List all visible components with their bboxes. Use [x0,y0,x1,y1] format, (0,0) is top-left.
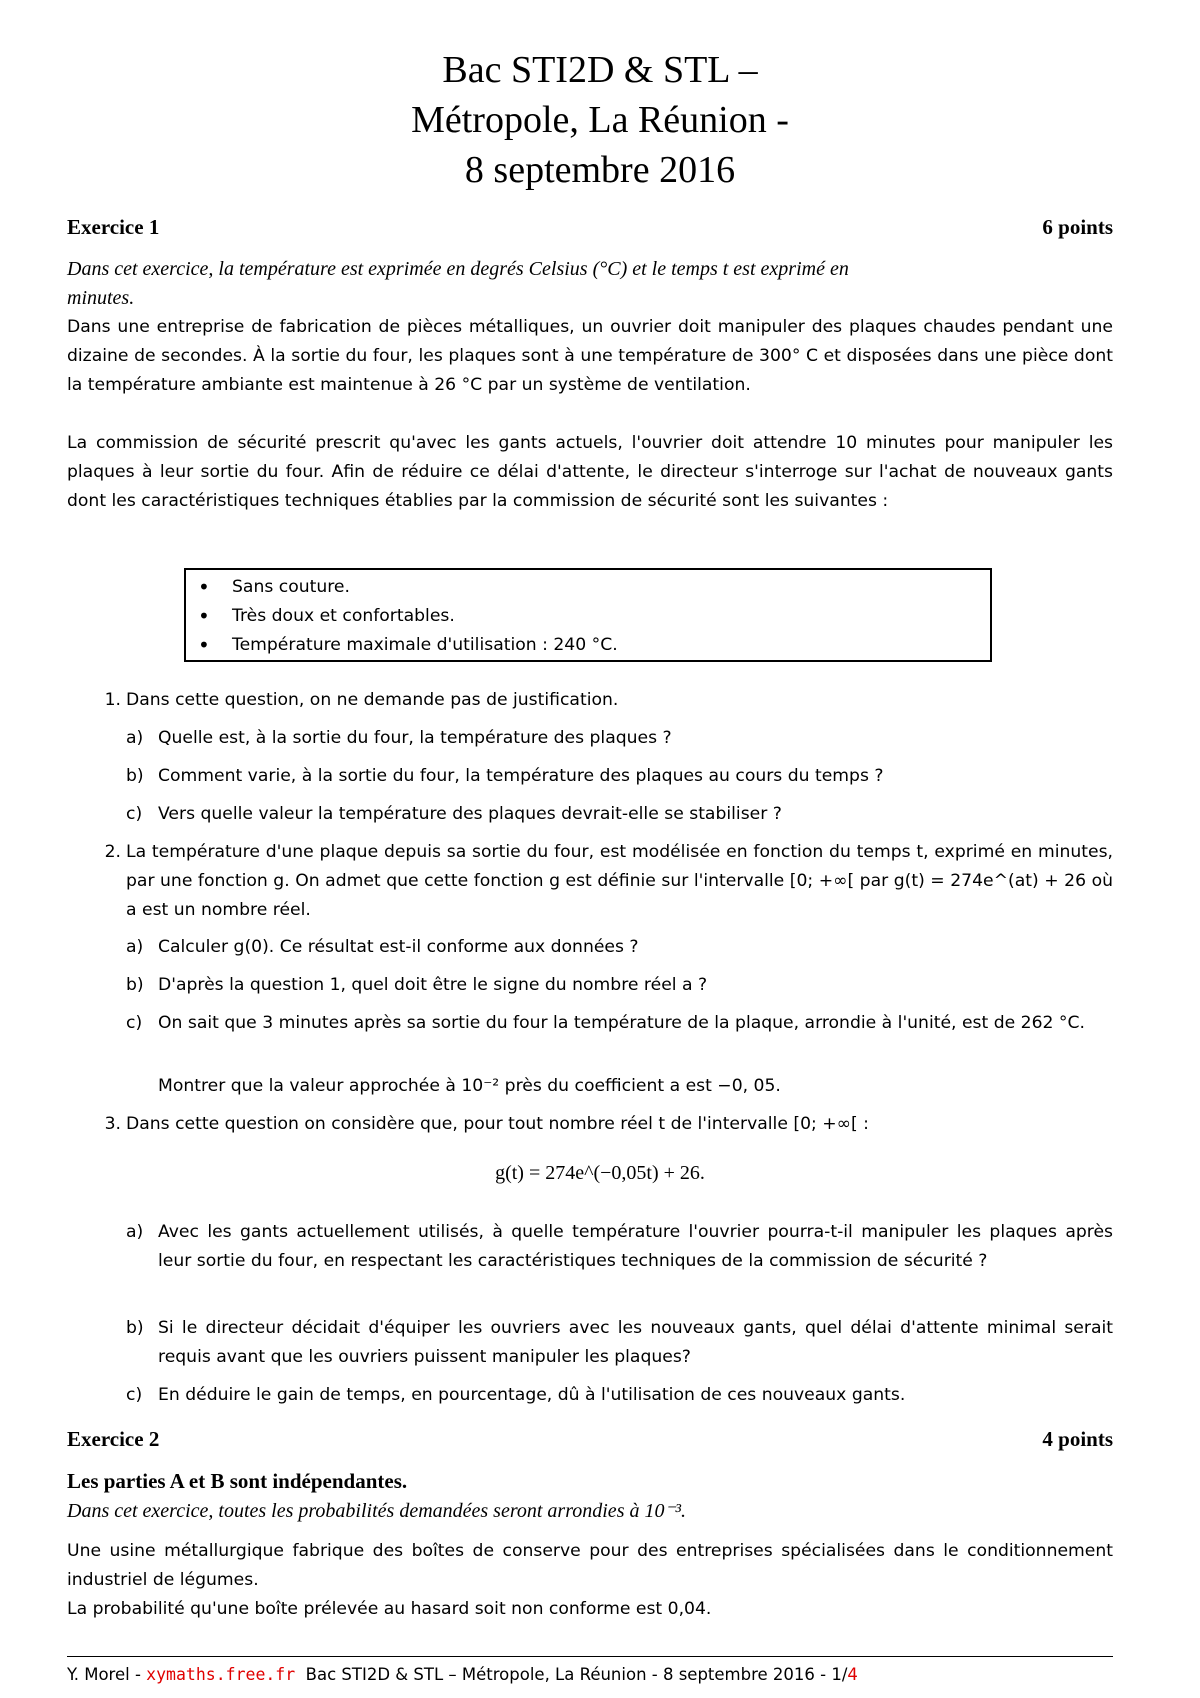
question-1a: Quelle est, à la sortie du four, la température des plaques ? [158,728,672,748]
exercise1-paragraph2: La commission de sécurité prescrit qu'avec les gants actuels, l'ouvrier doit attendre 10 minutes pour manipuler les plaques à leur sortie du four. Afin de réduire ce délai d'attente, le directeur s'interroge sur l'achat de nouveaux gants dont les caractéristiques techniques établies par la commission de sécurité sont les suivantes : [67,433,1113,511]
question-number-2: 2. [104,842,121,862]
footer-page-total-link[interactable]: 4 [847,1665,858,1684]
exercise1-label: Exercice 1 [67,215,160,239]
question-2c: On sait que 3 minutes après sa sortie du four la température de la plaque, arrondie à l'unité, est de 262 °C. [158,1013,1085,1033]
question-1c: Vers quelle valeur la température des plaques devrait-elle se stabiliser ? [158,804,782,824]
page-footer [67,1665,1113,1684]
doc-title-line3: 8 septembre 2016 [464,149,736,191]
question-3: Dans cette question on considère que, pour tout nombre réel t de l'intervalle [0; +∞[ : [126,1114,869,1134]
exercise2-intro: Dans cet exercice, toutes les probabilités demandées seront arrondies à 10⁻³. [67,1500,687,1522]
formula-g: g(t) = 274e^(−0,05t) + 26. [495,1162,705,1184]
question-1a-letter: a) [126,728,144,748]
question-2a-letter: a) [126,937,144,957]
question-1c-letter: c) [126,804,143,824]
gloves-specs-box [184,568,992,662]
question-3c: En déduire le gain de temps, en pourcentage, dû à l'utilisation de ces nouveaux gants. [158,1385,906,1405]
doc-title-line1: Bac STI2D & STL – [442,49,758,91]
exercise1-intro [67,255,1113,313]
exercise2-label: Exercice 2 [67,1427,160,1451]
question-1: Dans cette question, on ne demande pas de justification. [126,690,619,710]
spec-item-1: • Sans couture. [232,577,350,597]
exercise1-header [67,215,1113,240]
question-number-3: 3. [104,1114,121,1134]
exercise2-paragraph1: Une usine métallurgique fabrique des boîtes de conserve pour des entreprises spécialisées dans le conditionnement industriel de légumes. [67,1541,1113,1590]
exercise1-points: 6 points [1042,215,1113,239]
doc-title-line2: Métropole, La Réunion - [411,99,789,141]
footer-author: Y. Morel - [67,1665,147,1684]
question-2b-letter: b) [126,975,144,995]
question-3b-letter: b) [126,1318,144,1338]
question-3a: Avec les gants actuellement utilisés, à quelle température l'ouvrier pourra-t-il manipuler les plaques après leur sortie du four, en respectant les caractéristiques techniques de la commission de sécurité ? [158,1222,1113,1271]
exercise2-paragraph2: La probabilité qu'une boîte prélevée au hasard soit non conforme est 0,04. [67,1599,712,1619]
footer-rule [67,1656,1113,1657]
exercise2-points: 4 points [1042,1427,1113,1451]
footer-site-link[interactable]: xymaths.free.fr [146,1665,296,1684]
question-1b: Comment varie, à la sortie du four, la température des plaques au cours du temps ? [158,766,884,786]
spec-item-3: • Température maximale d'utilisation : 240 °C. [232,635,618,655]
question-3c-letter: c) [126,1385,143,1405]
question-2: La température d'une plaque depuis sa sortie du four, est modélisée en fonction du temps t, exprimé en minutes, par une fonction g. On admet que cette fonction g est définie sur l'intervalle [0; +∞[ par g(t) = 274e^(at) + 26 où a est un nombre réel. [126,842,1113,920]
exercise1-intro-line1: Dans cet exercice, la température est exprimée en degrés Celsius (°C) et le temps t est exprimé en [67,258,849,280]
question-2c-followup: Montrer que la valeur approchée à 10⁻² près du coefficient a est −0, 05. [158,1076,781,1096]
question-3b: Si le directeur décidait d'équiper les ouvriers avec les nouveaux gants, quel délai d'attente minimal serait requis avant que les ouvriers puissent manipuler les plaques? [158,1318,1113,1367]
question-2c-letter: c) [126,1013,143,1033]
question-3a-letter: a) [126,1222,144,1242]
question-2a: Calculer g(0). Ce résultat est-il conforme aux données ? [158,937,639,957]
exercise1-paragraph1: Dans une entreprise de fabrication de pièces métalliques, un ouvrier doit manipuler des plaques chaudes pendant une dizaine de secondes. À la sortie du four, les plaques sont à une température de 300° C et disposées dans une pièce dont la température ambiante est maintenue à 26 °C par un système de ventilation. [67,317,1113,395]
footer-text: Bac STI2D & STL – Métropole, La Réunion - 8 septembre 2016 - 1/ [295,1665,848,1684]
spec-item-2: • Très doux et confortables. [232,606,455,626]
question-1b-letter: b) [126,766,144,786]
question-2b: D'après la question 1, quel doit être le signe du nombre réel a ? [158,975,708,995]
question-number-1: 1. [104,690,121,710]
exercise1-intro-line2: minutes. [67,287,135,309]
exercise2-subtitle: Les parties A et B sont indépendantes. [67,1469,408,1493]
exercise2-header [67,1427,1113,1452]
